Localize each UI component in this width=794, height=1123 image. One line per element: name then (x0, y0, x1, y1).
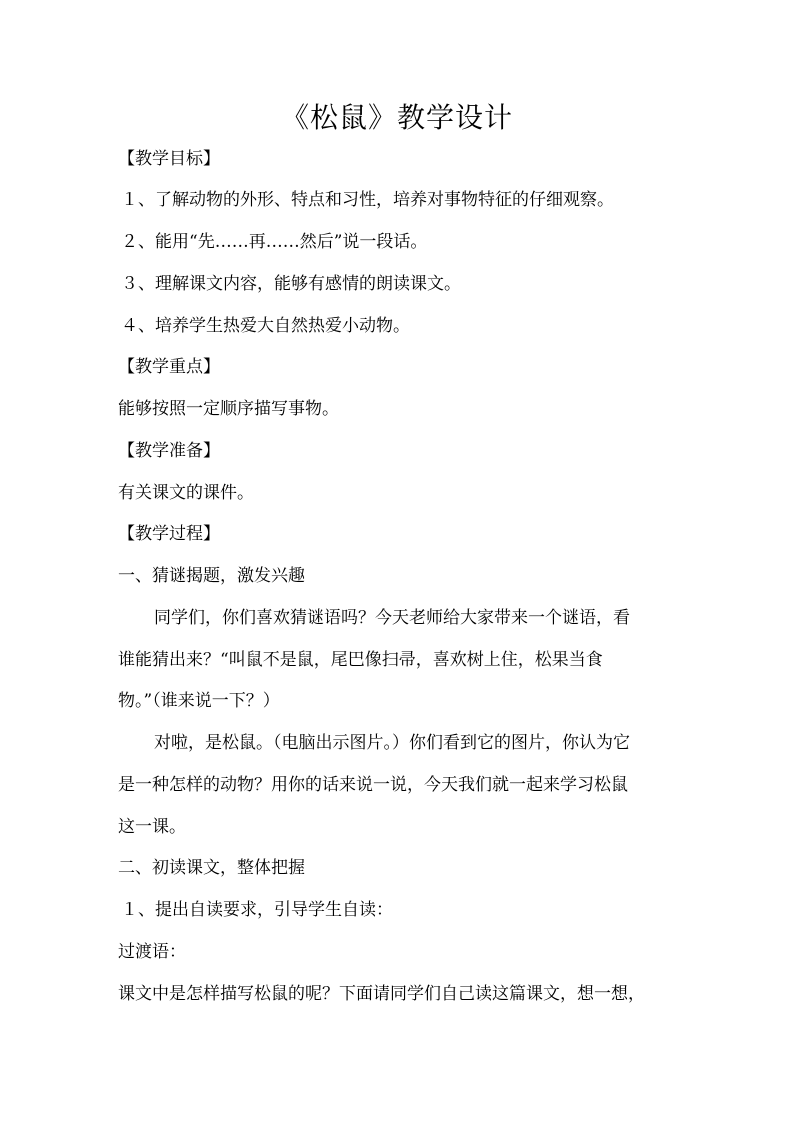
section-heading-objectives: 【教学目标】 (118, 149, 220, 169)
paragraph-line: 课文中是怎样描写松鼠的呢？下面请同学们自己读这篇课文，想一想， (118, 984, 645, 1004)
key-points-text: 能够按照一定顺序描写事物。 (118, 399, 339, 419)
process-substep-1: １、提出自读要求，引导学生自读： (121, 900, 393, 920)
paragraph-line: 这一课。 (118, 817, 186, 837)
section-heading-preparation: 【教学准备】 (118, 441, 220, 461)
paragraph-line: 是一种怎样的动物？用你的话来说一说，今天我们就一起来学习松鼠 (118, 775, 628, 795)
paragraph-line: 对啦，是松鼠。（电脑出示图片。）你们看到它的图片，你认为它 (154, 733, 630, 753)
preparation-text: 有关课文的课件。 (118, 483, 254, 503)
process-step-2-heading: 二、初读课文，整体把握 (118, 858, 305, 878)
section-heading-process: 【教学过程】 (118, 524, 220, 544)
process-step-1-heading: 一、猜谜揭题，激发兴趣 (118, 566, 305, 586)
transition-label: 过渡语： (118, 942, 186, 962)
objective-item-4: ４、培养学生热爱大自然热爱小动物。 (121, 316, 410, 336)
section-heading-key-points: 【教学重点】 (118, 357, 220, 377)
paragraph-line: 同学们，你们喜欢猜谜语吗？今天老师给大家带来一个谜语，看 (154, 608, 630, 628)
paragraph-line: 谁能猜出来？“叫鼠不是鼠，尾巴像扫帚，喜欢树上住，松果当食 (118, 650, 603, 670)
objective-item-2: ２、能用“先……再……然后”说一段话。 (121, 232, 428, 252)
document-title: 《松鼠》教学设计 (280, 101, 513, 134)
objective-item-3: ３、理解课文内容，能够有感情的朗读课文。 (121, 274, 461, 294)
paragraph-line: 物。”（谁来说一下？） (118, 691, 280, 711)
objective-item-1: １、了解动物的外形、特点和习性，培养对事物特征的仔细观察。 (121, 190, 614, 210)
